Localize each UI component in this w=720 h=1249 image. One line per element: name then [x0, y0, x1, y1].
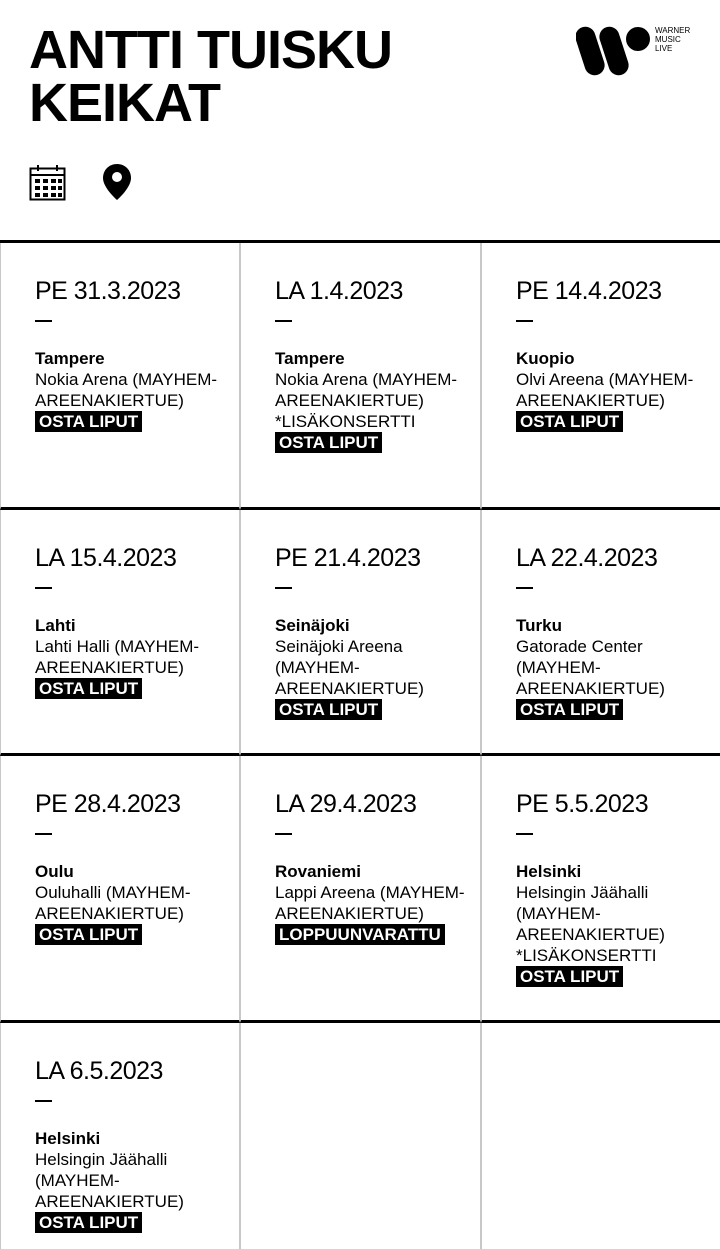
warner-music-live-logo[interactable]	[576, 24, 696, 78]
divider	[35, 833, 52, 835]
logo-mark-icon	[576, 24, 654, 78]
event-card	[0, 1023, 240, 1249]
event-date: PE 21.4.2023	[275, 544, 421, 572]
divider	[516, 587, 533, 589]
event-date: PE 5.5.2023	[516, 790, 649, 818]
event-card	[0, 243, 240, 510]
title-line-1: ANTTI TUISKU	[29, 20, 392, 80]
logo-wordmark: WARNER MUSIC LIVE	[655, 26, 691, 53]
event-date: LA 6.5.2023	[35, 1057, 163, 1085]
event-city: Tampere	[275, 349, 345, 368]
event-city: Helsinki	[35, 1129, 101, 1148]
event-grid	[0, 240, 720, 1246]
event-city: Lahti	[35, 616, 76, 635]
event-note: *LISÄKONSERTTI	[275, 412, 416, 431]
event-city: Turku	[516, 616, 562, 635]
event-date: LA 1.4.2023	[275, 277, 403, 305]
sold-out-label[interactable]: LOPPUUNVARATTU	[275, 924, 445, 945]
event-venue: Helsingin Jäähalli (MAYHEM-AREENAKIERTUE)	[516, 883, 665, 944]
buy-tickets-button[interactable]: OSTA LIPUT	[275, 432, 382, 453]
event-date: LA 29.4.2023	[275, 790, 417, 818]
event-venue: Ouluhalli (MAYHEM-AREENAKIERTUE)	[35, 883, 191, 923]
event-city: Helsinki	[516, 862, 582, 881]
event-venue: Lappi Areena (MAYHEM-AREENAKIERTUE)	[275, 883, 465, 923]
event-date: LA 15.4.2023	[35, 544, 177, 572]
event-card	[0, 756, 240, 1023]
buy-tickets-button[interactable]: OSTA LIPUT	[516, 966, 623, 987]
event-date: PE 31.3.2023	[35, 277, 181, 305]
calendar-icon[interactable]	[29, 164, 66, 201]
event-city: Rovaniemi	[275, 862, 361, 881]
buy-tickets-button[interactable]: OSTA LIPUT	[35, 924, 142, 945]
event-date: PE 28.4.2023	[35, 790, 181, 818]
page-header	[0, 0, 720, 241]
event-city: Seinäjoki	[275, 616, 350, 635]
divider	[275, 833, 292, 835]
event-card	[240, 243, 481, 510]
event-venue: Helsingin Jäähalli (MAYHEM-AREENAKIERTUE)	[35, 1150, 184, 1211]
location-pin-icon[interactable]	[102, 163, 132, 201]
buy-tickets-button[interactable]: OSTA LIPUT	[35, 1212, 142, 1233]
event-card	[481, 510, 720, 756]
buy-tickets-button[interactable]: OSTA LIPUT	[35, 678, 142, 699]
event-card	[240, 756, 481, 1023]
buy-tickets-button[interactable]: OSTA LIPUT	[516, 699, 623, 720]
divider	[275, 587, 292, 589]
event-date: PE 14.4.2023	[516, 277, 662, 305]
event-card	[0, 510, 240, 756]
divider	[516, 320, 533, 322]
divider	[516, 833, 533, 835]
event-venue: Olvi Areena (MAYHEM-AREENAKIERTUE)	[516, 370, 694, 410]
divider	[275, 320, 292, 322]
event-note: *LISÄKONSERTTI	[516, 946, 657, 965]
event-venue: Seinäjoki Areena (MAYHEM-AREENAKIERTUE)	[275, 637, 424, 698]
event-venue: Lahti Halli (MAYHEM-AREENAKIERTUE)	[35, 637, 200, 677]
event-venue: Gatorade Center (MAYHEM-AREENAKIERTUE)	[516, 637, 665, 698]
event-city: Kuopio	[516, 349, 575, 368]
buy-tickets-button[interactable]: OSTA LIPUT	[275, 699, 382, 720]
empty-cell	[481, 1023, 720, 1249]
divider	[35, 587, 52, 589]
event-card	[240, 510, 481, 756]
event-card	[481, 756, 720, 1023]
title-line-2: KEIKAT	[29, 73, 220, 133]
divider	[35, 320, 52, 322]
event-city: Tampere	[35, 349, 105, 368]
divider	[35, 1100, 52, 1102]
buy-tickets-button[interactable]: OSTA LIPUT	[516, 411, 623, 432]
buy-tickets-button[interactable]: OSTA LIPUT	[35, 411, 142, 432]
page-title	[29, 20, 392, 133]
event-city: Oulu	[35, 862, 74, 881]
empty-cell	[240, 1023, 481, 1249]
event-card	[481, 243, 720, 510]
event-date: LA 22.4.2023	[516, 544, 658, 572]
event-venue: Nokia Arena (MAYHEM-AREENAKIERTUE)	[275, 370, 458, 410]
event-venue: Nokia Arena (MAYHEM-AREENAKIERTUE)	[35, 370, 218, 410]
